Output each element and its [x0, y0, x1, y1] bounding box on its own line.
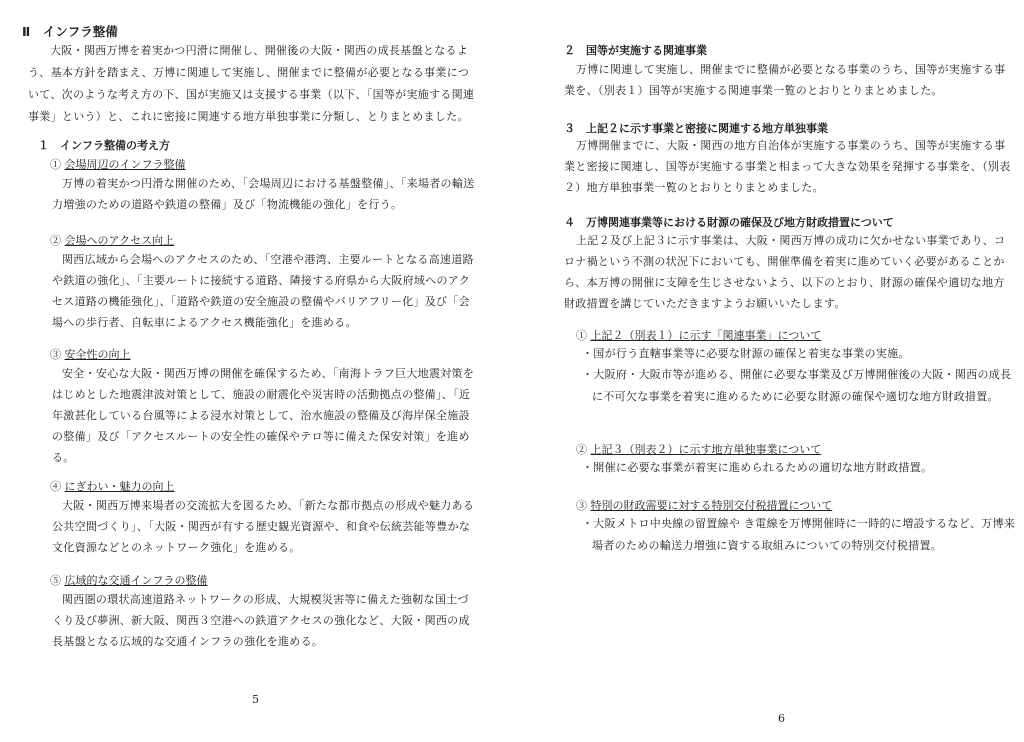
- request-1-number: ①: [576, 329, 587, 342]
- item-2-body: 関西広域から会場へのアクセスのため、「空港や港湾、主要ルートとなる高速道路や鉄道の強化」、「主要ルートに接続する道路、隣接する府県から大阪府域へのアクセス道路の機能強化」、「道路や鉄道の安全施設の整備やバリアフリー化」及び「会場への歩行者、自転車によるアクセス機能強化」を進める。: [52, 253, 474, 329]
- item-4-number: ④: [50, 480, 61, 493]
- request-1-bullet-2: ・大阪府・大阪市等が進める、開催に必要な事業及び万博開催後の大阪・関西の成長に不可欠な事業を着実に進めるために必要な財源の確保や適切な地方財政措置。: [582, 368, 1012, 403]
- item-1-number: ①: [50, 158, 61, 171]
- item-2-number: ②: [50, 234, 61, 247]
- item-5-heading: [50, 572, 208, 588]
- request-3-bullet-1: ・大阪メトロ中央線の留置線や き電線を万博開催時に一時的に増設するなど、万博来場者のための輸送力増強に資する取組みについての特別交付税措置。: [582, 517, 1016, 552]
- intro-paragraph: 大阪・関西万博を着実かつ円滑に開催し、開催後の大阪・関西の成長基盤となるよう、基本方針を踏まえ、万博に関連して実施し、開催までに整備が必要となる事業について、次のような考え方の下、国が実施又は支援する事業（以下、「国等が実施する関連事業」という）と、これに密接に関連する地方単独事業に分類し、とりまとめました。: [28, 44, 475, 123]
- request-3-title: 特別の財政需要に対する特別交付税措置について: [590, 499, 833, 512]
- request-1-heading: [576, 327, 821, 343]
- chapter-title: Ⅱ インフラ整備: [22, 24, 118, 39]
- item-1-title: 会場周辺のインフラ整備: [64, 158, 186, 171]
- section-1-title: １ インフラ整備の考え方: [38, 139, 170, 152]
- item-5-title: 広域的な交通インフラの整備: [64, 574, 208, 587]
- request-3-number: ③: [576, 499, 587, 512]
- section-3-body: 万博開催までに、大阪・関西の地方自治体が実施する事業のうち、国等が実施する事業と密接に関連し、国等が実施する事業と相まって大きな効果を発揮する事業を、（別表２）地方単独事業一覧のとおりとりまとめました。: [564, 139, 1011, 194]
- request-2-bullet-1: ・開催に必要な事業が着実に進められるための適切な地方財政措置。: [582, 461, 933, 474]
- request-1-title: 上記２（別表１）に示す「関連事業」について: [590, 329, 822, 342]
- item-2-heading: [50, 232, 174, 248]
- item-1-heading: [50, 156, 186, 172]
- item-1-body: 万博の着実かつ円滑な開催のため、「会場周辺における基盤整備」、「来場者の輸送力増強のための道路や鉄道の整備」及び「物流機能の強化」を行う。: [52, 177, 475, 211]
- request-1-bullet-1: ・国が行う直轄事業等に必要な財源の確保と着実な事業の実施。: [582, 347, 910, 360]
- item-3-title: 安全性の向上: [64, 348, 131, 361]
- item-4-title: にぎわい・魅力の向上: [64, 480, 175, 493]
- section-4-title: ４ 万博関連事業等における財源の確保及び地方財政措置について: [564, 216, 894, 229]
- right-page: [512, 0, 1024, 742]
- item-5-number: ⑤: [50, 574, 61, 587]
- section-3-title: ３ 上記２に示す事業と密接に関連する地方単独事業: [564, 122, 828, 135]
- item-3-body: 安全・安心な大阪・関西万博の開催を確保するため、「南海トラフ巨大地震対策をはじめとした地震津波対策として、施設の耐震化や災害時の活動拠点の整備」、「近年激甚化している台風等による浸水対策として、治水施設の整備及び海岸保全施設の整備」及び「アクセスルートの安全性の確保やテロ等に備えた保安対策」を進める。: [52, 367, 475, 464]
- page-number-right: 6: [778, 712, 785, 725]
- item-3-number: ③: [50, 348, 61, 361]
- item-3-heading: [50, 346, 131, 362]
- section-2-body: 万博に関連して実施し、開催までに整備が必要となる事業のうち、国等が実施する事業を、（別表１）国等が実施する関連事業一覧のとおりとりまとめました。: [564, 63, 1006, 97]
- section-2-title: ２ 国等が実施する関連事業: [564, 44, 707, 57]
- request-3-heading: [576, 497, 832, 513]
- request-2-heading: [576, 441, 821, 457]
- page-number-left: 5: [252, 693, 259, 706]
- item-4-heading: [50, 478, 175, 494]
- item-5-body: 関西圏の環状高速道路ネットワークの形成、大規模災害等に備えた強靭な国土づくり及び夢洲、新大阪、関西３空港への鉄道アクセスの強化など、大阪・関西の成長基盤となる広域的な交通インフラの強化を進める。: [52, 593, 470, 648]
- item-4-body: 大阪・関西万博来場者の交流拡大を図るため、「新たな都市拠点の形成や魅力ある公共空間づくり」、「大阪・関西が有する歴史観光資源や、和食や伝統芸能等豊かな文化資源などとのネットワーク強化」を進める。: [52, 499, 475, 554]
- item-2-title: 会場へのアクセス向上: [64, 234, 175, 247]
- section-4-body: 上記２及び上記３に示す事業は、大阪・関西万博の成功に欠かせない事業であり、コロナ禍という不測の状況下においても、開催準備を着実に進めていく必要があることから、本万博の開催に支障を生じさせないよう、以下のとおり、財源の確保や適切な地方財政措置を講じていただきますようお願いいたします。: [564, 234, 1006, 310]
- request-2-number: ②: [576, 443, 587, 456]
- request-2-title: 上記３（別表２）に示す地方単独事業について: [590, 443, 822, 456]
